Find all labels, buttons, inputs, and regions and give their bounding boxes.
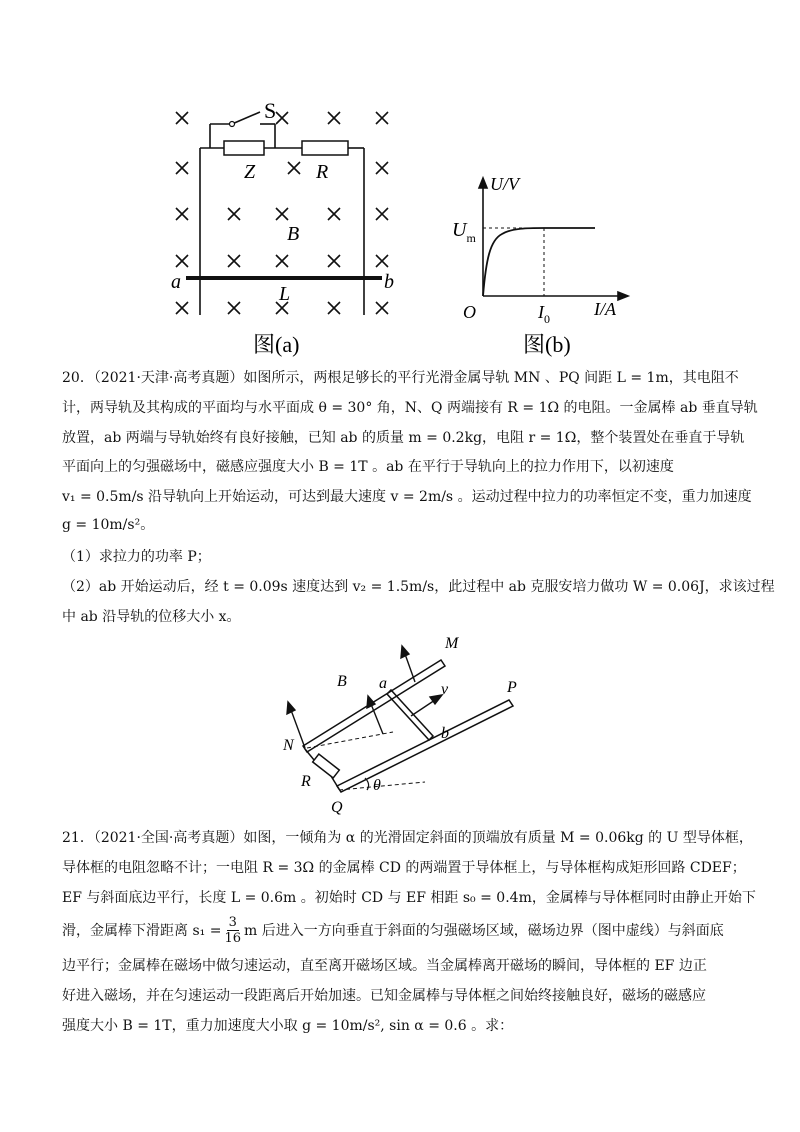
q21-line-6: 好进入磁场，并在匀速运动一段距离后开始加速。已知金属棒与导体框之间始终接触良好，磁场的磁感应 [62,988,706,1004]
q20-line-4: 平面向上的匀强磁场中，磁感应强度大小 B = 1T 。ab 在平行于导轨向上的拉力作用下，以初速度 [62,459,674,475]
label-theta: θ [373,777,381,794]
label-switch-s: S [264,98,277,123]
u-i-curve [483,228,595,296]
q21-line-2: 导体框的电阻忽略不计；一电阻 R = 3Ω 的金属棒 CD 的两端置于导体框上，与导体框构成矩形回路 CDEF； [62,860,746,876]
label-p: P [507,679,517,696]
label-rod-l: L [279,283,291,305]
y-axis-arrow [479,178,487,188]
rail-pq [337,700,513,792]
label-r: R [316,161,329,183]
origin-label: O [463,302,476,322]
q21-line-3: EF 与斜面底边平行，长度 L = 0.6m 。初始时 CD 与 EF 相距 s₀ = 0.4m，金属棒与导体框同时由静止开始下 [62,890,756,906]
fraction-numerator: 3 [228,914,237,930]
resistor-z [224,141,264,155]
figure-b [450,170,650,360]
q20-line-2: 计，两导轨及其构成的平面均与水平面成 θ = 30° 角，N、Q 两端接有 R = 1Ω 的电阻。一金属棒 ab 垂直导轨 [62,400,758,416]
q20-line-3: 放置，ab 两端与导轨始终有良好接触，已知 ab 的质量 m = 0.2kg，电阻 r = 1Ω，整个装置处在垂直于导轨 [62,430,745,446]
q20-part-1: （1）求拉力的功率 P； [62,549,211,565]
caption-a: 图(a) [253,332,300,357]
q21-line-4-end: m 后进入一方向垂直于斜面的匀强磁场区域，磁场边界（图中虚线）与斜面底 [243,923,724,939]
q21-line-5: 边平行；金属棒在磁场中做匀速运动，直至离开磁场区域。当金属棒离开磁场的瞬间，导体框的 EF 边正 [62,958,707,974]
x-axis-label: I/A [594,299,616,319]
label-r: R [301,773,311,790]
resistor-r [302,141,348,155]
q20-line-6: g = 10m/s²。 [62,517,155,533]
q20-line-1: 20．（2021·天津·高考真题）如图所示，两根足够长的平行光滑金属导轨 MN 、PQ 间距 L = 1m，其电阻不 [62,370,739,386]
q21-line-7: 强度大小 B = 1T，重力加速度大小取 g = 10m/s², sin α = 0.6 。求： [62,1018,514,1034]
label-b: b [384,271,394,293]
dashed-line-n [307,732,393,748]
v-arrow [411,700,435,716]
label-b: b [441,725,449,742]
rail-mn [303,660,445,752]
x-axis-arrow [618,292,628,300]
q20-part-2a: （2）ab 开始运动后，经 t = 0.09s 速度达到 v₂ = 1.5m/s，此过程中 ab 克服安培力做功 W = 0.06J，求该过程 [62,579,775,595]
label-m: M [445,635,459,652]
q20-line-5: v₁ = 0.5m/s 沿导轨向上开始运动，可达到最大速度 v = 2m/s 。运动过程中拉力的功率恒定不变，重力加速度 [62,489,752,505]
q21-line-1: 21．（2021·全国·高考真题）如图，一倾角为 α 的光滑固定斜面的顶端放有质量 M = 0.06kg 的 U 型导体框， [62,830,753,846]
resistor-r [313,754,340,778]
label-n: N [283,737,294,754]
switch-pivot [230,122,235,127]
y-axis-label: U/V [490,174,519,194]
label-a: a [379,675,387,692]
label-v: v [441,681,449,698]
figure-a [160,90,410,360]
label-q: Q [331,799,343,816]
q21-line-4-start: 滑，金属棒下滑距离 s₁ = [62,923,222,939]
label-b-field: B [337,673,347,690]
figure-rails [275,630,535,820]
fraction-3-16 [224,915,241,946]
um-label: $U_m$ [452,219,476,245]
label-b-field: B [287,223,300,245]
i0-label: $I_0$ [538,302,550,326]
label-z: Z [244,161,256,183]
label-a: a [171,271,181,293]
q20-part-2b: 中 ab 沿导轨的位移大小 x。 [62,609,241,625]
b-arrow-top [405,654,415,682]
q21-line-4 [62,913,724,947]
fraction-denominator: 16 [224,930,241,946]
caption-b: 图(b) [523,332,571,357]
